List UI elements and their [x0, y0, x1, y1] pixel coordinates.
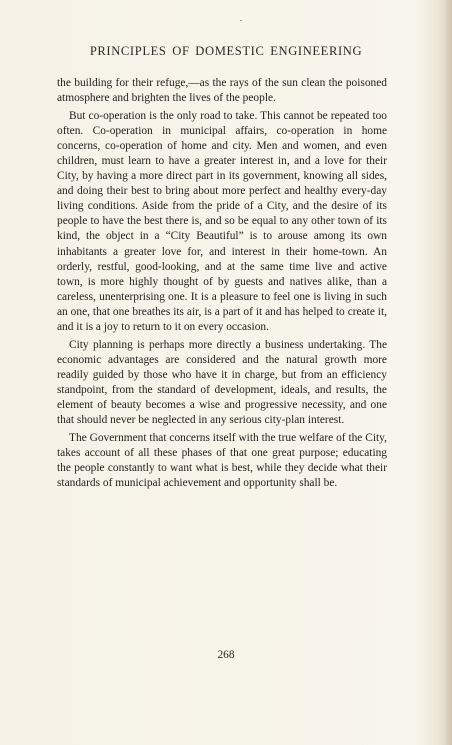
- paragraph-city-planning: City planning is perhaps more directly a business undertaking. The economic advantages are considered and the natural growth more readily guided by those who have it in charge, but from an efficiency standpoint, from the standard of development, ideals, and results, the element of beauty becomes a wise and progressive necessity, and one that should never be neglected in any serious city-plan interest.: [57, 338, 387, 427]
- page-edge-shadow: [444, 0, 452, 745]
- page-number: 268: [217, 649, 235, 661]
- print-mark: [240, 20, 242, 21]
- paragraph-government: The Government that concerns itself with the true welfare of the City, takes account of all these phases of that one great purpose; educating the people constantly to want what is best, while they decide what their standards of municipal achievement and opportunity shall be.: [57, 432, 387, 490]
- running-head: PRINCIPLES OF DOMESTIC ENGINEERING: [89, 44, 363, 58]
- body-text: [57, 76, 387, 491]
- paragraph-co-operation: But co-operation is the only road to take. This cannot be repeated too often. Co-operation in municipal affairs, co-operation in home concerns, co-operation of home and city. Men and women, and even children, must learn to have a greater interest in, and a love for their City, by having a more direct part in its government, knowing all sides, and doing their best to bring about more perfect and healthy every-day living conditions. Aside from the pride of a City, and the desire of its people to have the best there is, and so be equal to any other town of its kind, the object in a “City Beautiful” is to arouse among its own inhabitants a greater love for, and interest in their home-town. An orderly, restful, good-looking, and at the same time live and active town, is more highly thought of by guests and natives alike, than a careless, unenterprising one. It is a pleasure to feel one is living in such an one, that one breathes its air, is a part of it and has helped to create it, and it is a joy to return to it on every occasion.: [57, 110, 387, 333]
- paragraph-continued: the building for their refuge,—as the rays of the sun clean the poisoned atmosphere and brighten the lives of the people.: [57, 77, 387, 105]
